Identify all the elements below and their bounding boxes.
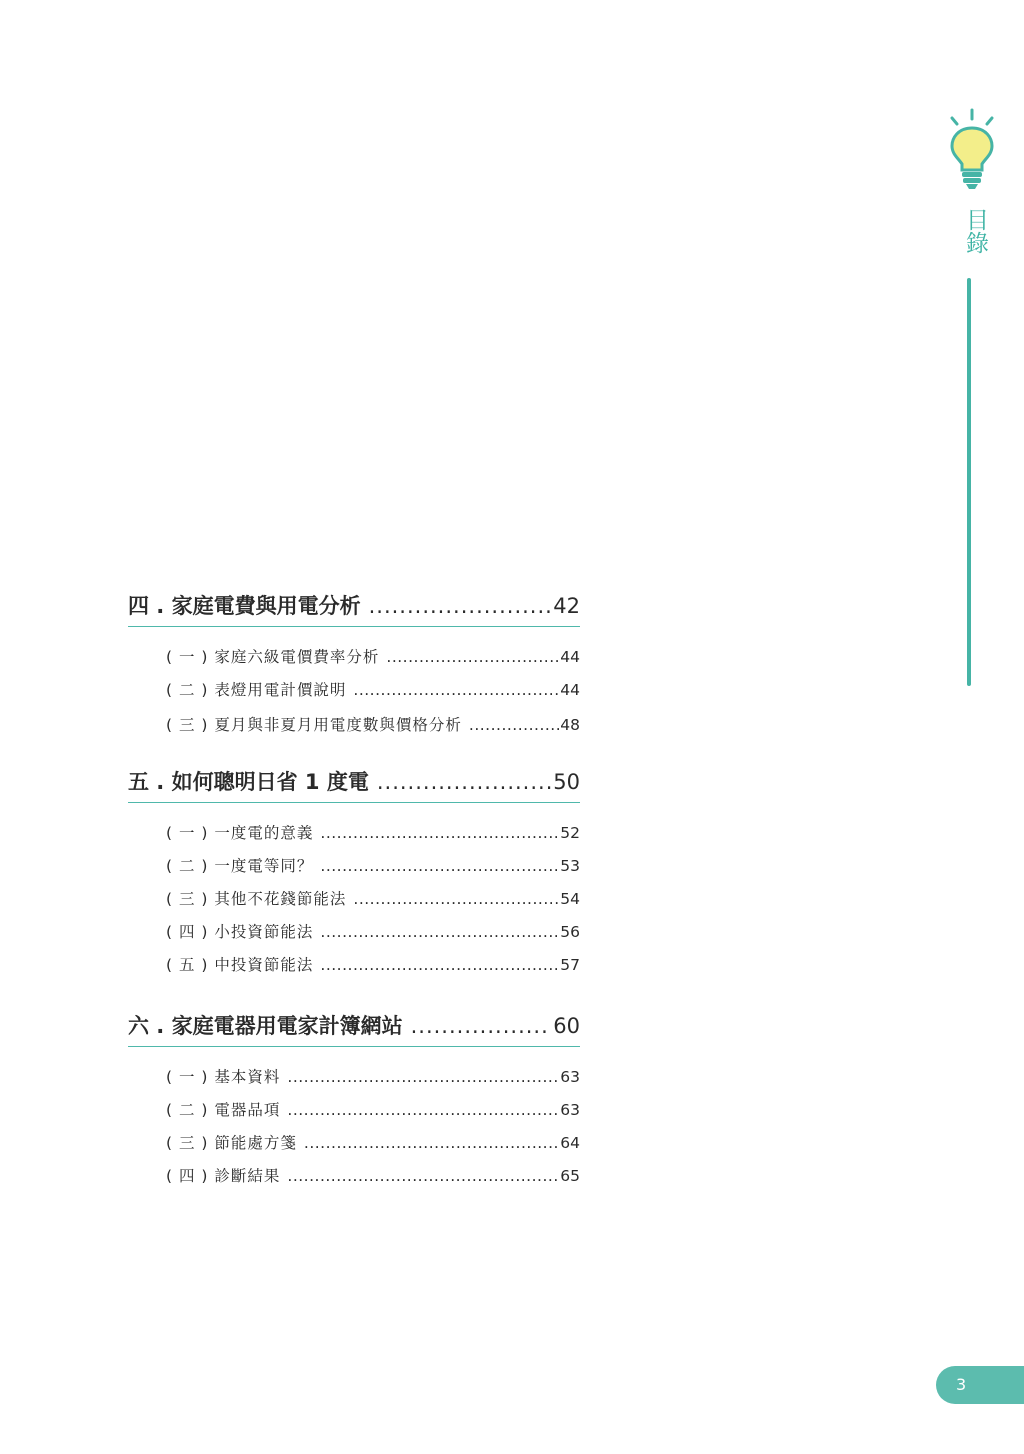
toc-item[interactable] [166,709,580,742]
dot-leader [469,709,559,742]
section-title: 四 . 家庭電費與用電分析 [128,594,361,618]
toc-item[interactable] [166,949,580,982]
toc-item[interactable] [166,1094,580,1127]
item-title: ( 二 ) 電器品項 [166,1101,281,1119]
dot-leader [353,883,559,916]
item-title: ( 一 ) 基本資料 [166,1068,281,1086]
item-title: ( 四 ) 診斷結果 [166,1167,281,1185]
item-page: 48 [560,716,580,734]
dot-leader [320,949,559,982]
dot-leader [320,817,559,850]
item-page: 63 [560,1068,580,1086]
item-page: 52 [560,824,580,842]
item-page: 44 [560,648,580,666]
dot-leader [287,1094,559,1127]
toc-item[interactable] [166,674,580,707]
item-title: ( 三 ) 夏月與非夏月用電度數與價格分析 [166,716,462,734]
item-title: ( 三 ) 其他不花錢節能法 [166,890,347,908]
section-title: 五 . 如何聰明日省 1 度電 [128,770,369,794]
item-title: ( 一 ) 一度電的意義 [166,824,314,842]
item-title: ( 一 ) 家庭六級電價費率分析 [166,648,380,666]
item-page: 53 [560,857,580,875]
dot-leader [287,1160,559,1193]
dot-leader [304,1127,559,1160]
item-page: 65 [560,1167,580,1185]
toc-section [128,762,580,982]
lightbulb-icon [944,108,1000,192]
dot-leader [353,674,559,707]
dot-leader [377,762,551,802]
item-title: ( 三 ) 節能處方箋 [166,1134,297,1152]
item-page: 56 [560,923,580,941]
item-title: ( 五 ) 中投資節能法 [166,956,314,974]
toc-section [128,586,580,742]
toc-item[interactable] [166,916,580,949]
item-page: 64 [560,1134,580,1152]
dot-leader [287,1061,559,1094]
table-of-contents [128,586,580,1193]
toc-item[interactable] [166,1127,580,1160]
section-page: 60 [553,1014,580,1038]
side-divider [967,278,971,686]
item-page: 57 [560,956,580,974]
section-heading[interactable] [128,762,580,803]
section-heading[interactable] [128,586,580,627]
toc-item[interactable] [166,1061,580,1094]
item-page: 54 [560,890,580,908]
dot-leader [320,850,559,883]
item-page: 44 [560,681,580,699]
item-title: ( 二 ) 一度電等同？ [166,857,314,875]
section-page: 50 [553,770,580,794]
toc-item[interactable] [166,1160,580,1193]
dot-leader [386,641,559,674]
dot-leader [411,1006,552,1046]
toc-item[interactable] [166,817,580,850]
page-number-tab: 3 [936,1366,1024,1404]
item-title: ( 四 ) 小投資節能法 [166,923,314,941]
item-title: ( 二 ) 表燈用電計價說明 [166,681,347,699]
toc-item[interactable] [166,641,580,674]
toc-section [128,1006,580,1193]
item-page: 63 [560,1101,580,1119]
section-title: 六 . 家庭電器用電家計簿網站 [128,1014,403,1038]
toc-item[interactable] [166,883,580,916]
dot-leader [320,916,559,949]
section-page: 42 [553,594,580,618]
dot-leader [369,586,552,626]
section-heading[interactable] [128,1006,580,1047]
toc-item[interactable] [166,850,580,883]
side-label: 目錄 [962,208,988,254]
